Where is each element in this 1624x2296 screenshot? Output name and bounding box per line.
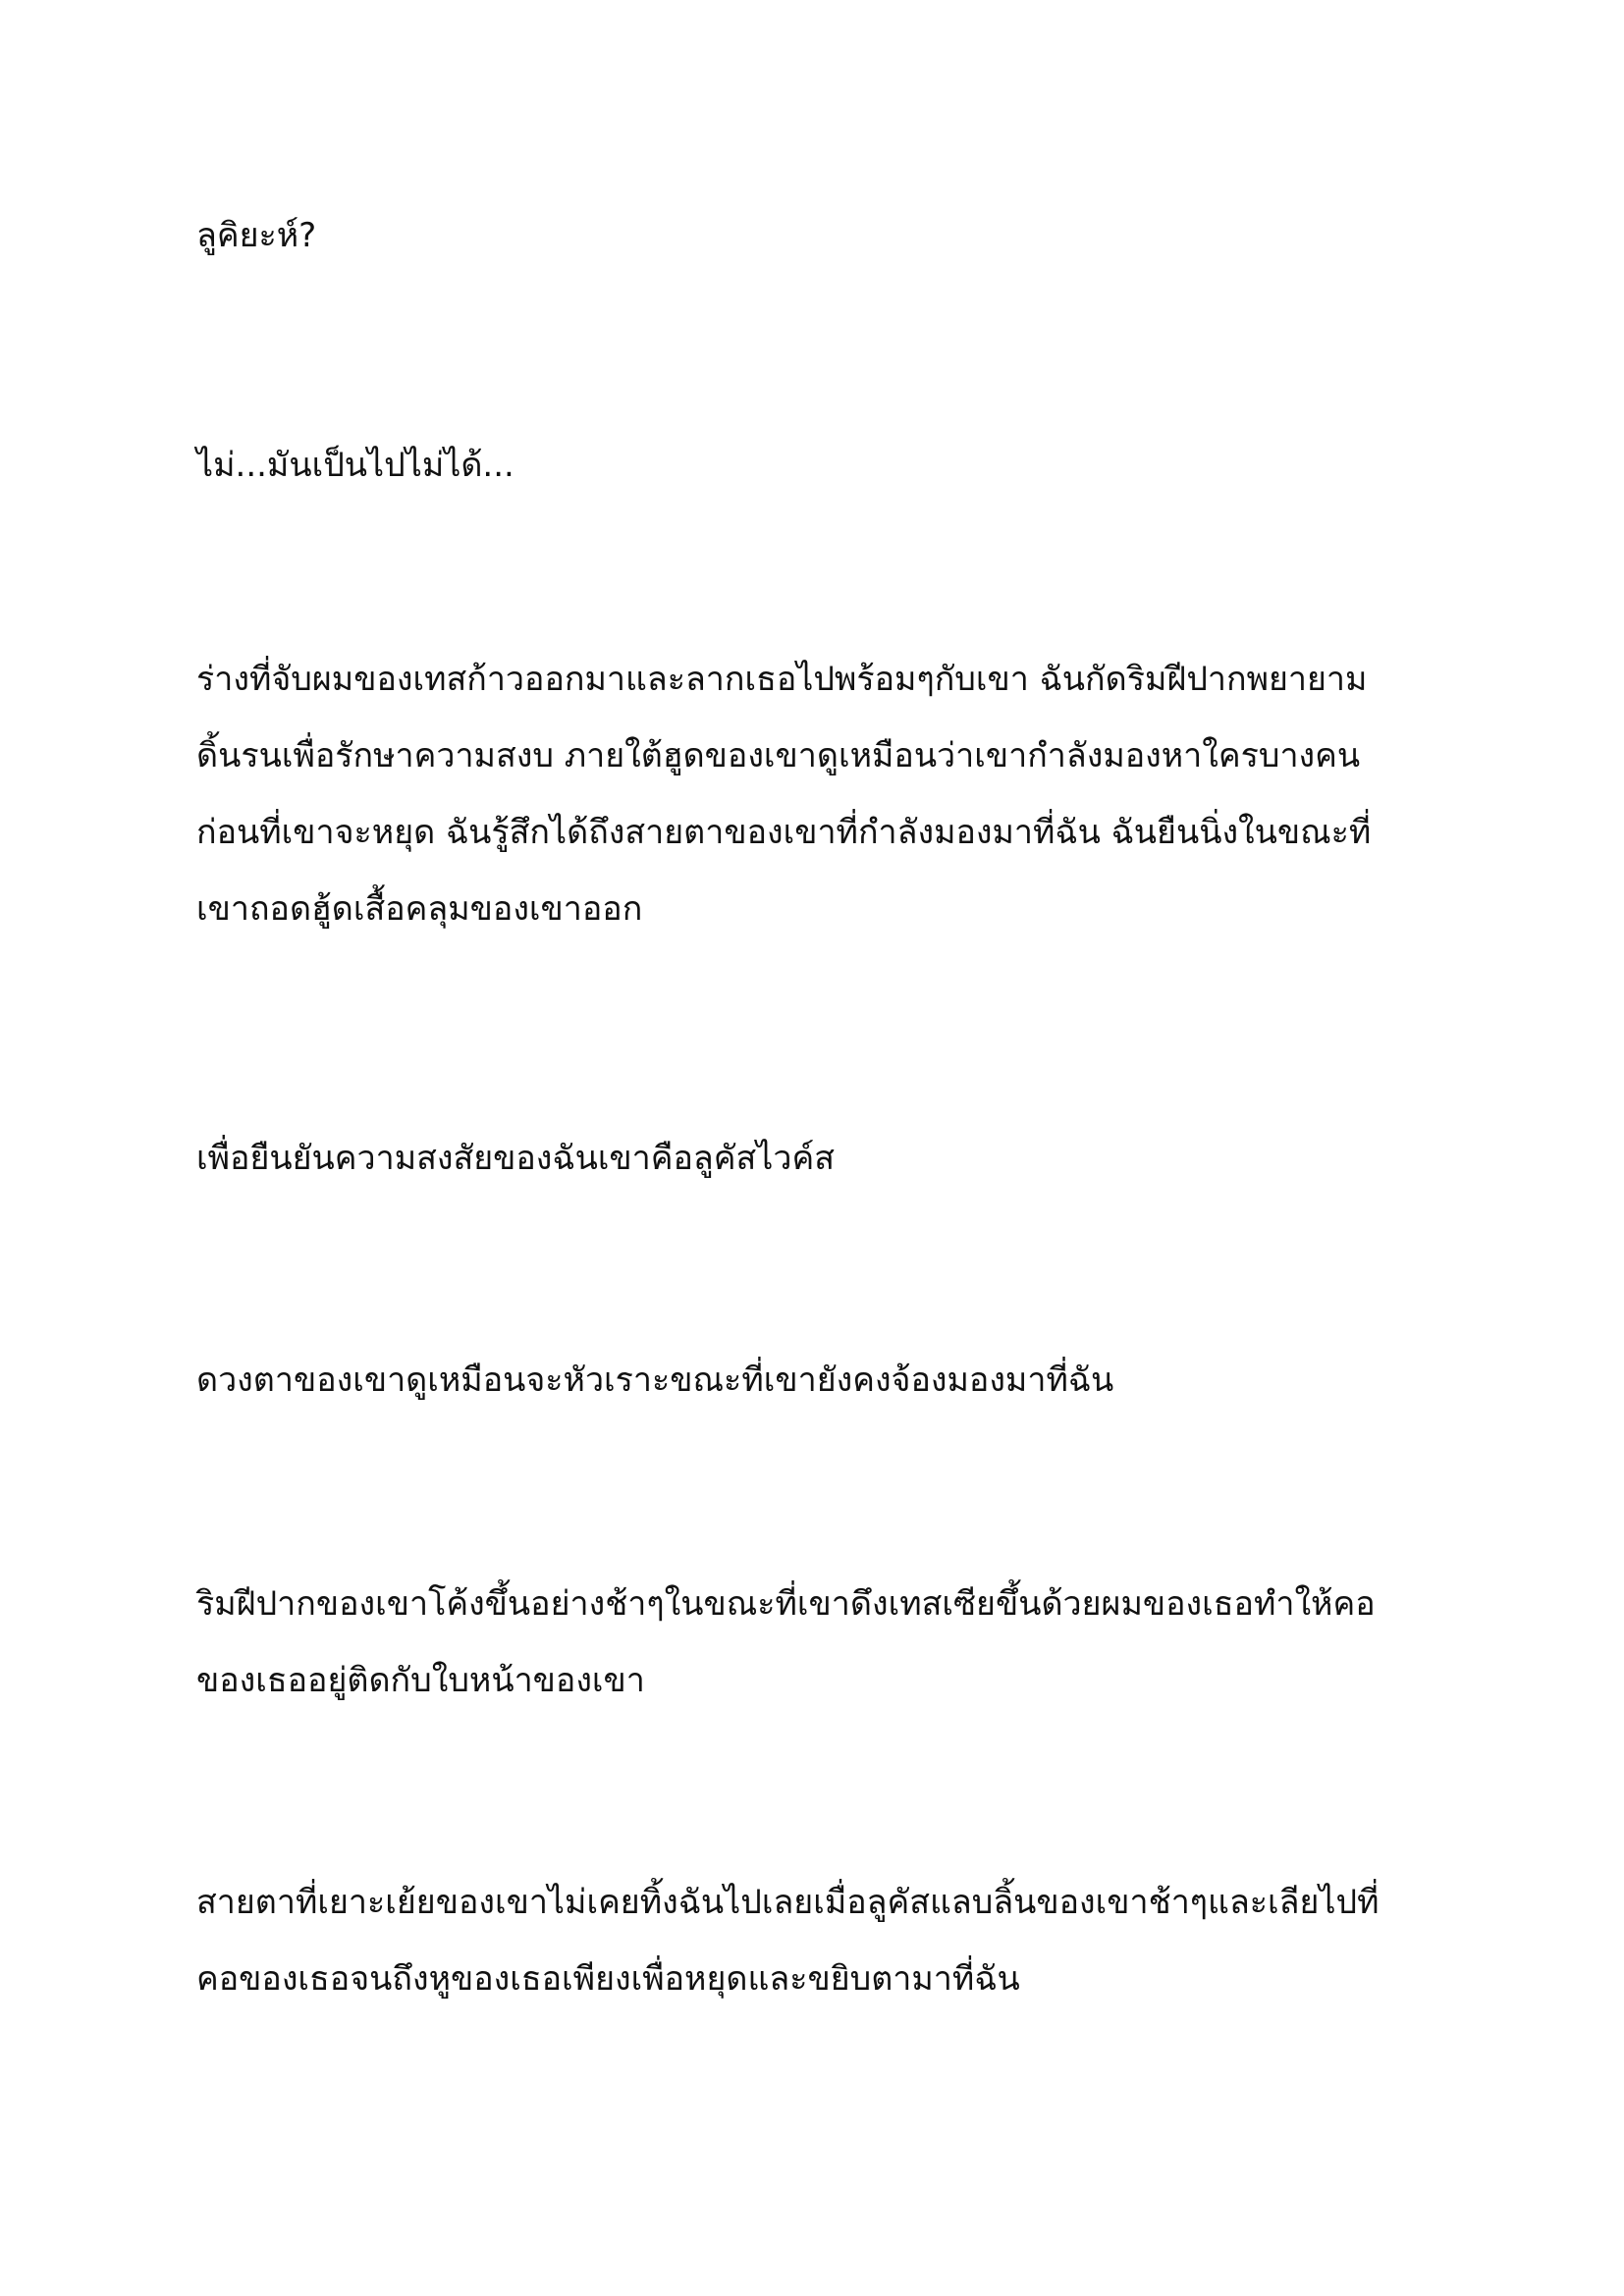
paragraph-3-line-1: ร่างที่จับผมของเทสก้าวออกมาและลากเธอไปพร้อมๆกับเขา ฉันกัดริมฝีปากพยายาม: [196, 660, 1368, 699]
paragraph-5-line-1: ดวงตาของเขาดูเหมือนจะหัวเราะขณะที่เขายังคงจ้องมองมาที่ฉัน: [196, 1361, 1114, 1400]
paragraph-2-line-1: ไม่...มันเป็นไปไม่ได้...: [196, 446, 514, 485]
paragraph-4-line-1: เพื่อยืนยันความสงสัยของฉันเขาคือลูคัสไวค์ส: [196, 1139, 835, 1178]
paragraph-3-line-2: ดิ้นรนเพื่อรักษาความสงบ ภายใต้ฮูดของเขาดูเหมือนว่าเขากำลังมองหาใครบางคน: [196, 736, 1361, 775]
paragraph-3-line-3: ก่อนที่เขาจะหยุด ฉันรู้สึกได้ถึงสายตาของเขาที่กำลังมองมาที่ฉัน ฉันยืนนิ่งในขณะที่: [196, 813, 1372, 852]
paragraph-6-line-1: ริมฝีปากของเขาโค้งขึ้นอย่างช้าๆในขณะที่เขาดึงเทสเซียขึ้นด้วยผมของเธอทำให้คอ: [196, 1584, 1376, 1624]
paragraph-1-line-1: ลูคิยะห์?: [196, 216, 317, 255]
paragraph-7-line-1: สายตาที่เยาะเย้ยของเขาไม่เคยทิ้งฉันไปเลยเมื่อลูคัสแลบลิ้นของเขาช้าๆและเลียไปที่: [196, 1883, 1380, 1922]
paragraph-7-line-2: คอของเธอจนถึงหูของเธอเพียงเพื่อหยุดและขยิบตามาที่ฉัน: [196, 1959, 1020, 1999]
paragraph-3-line-4: เขาถอดฮู้ดเสื้อคลุมของเขาออก: [196, 889, 643, 929]
paragraph-6-line-2: ของเธออยู่ติดกับใบหน้าของเขา: [196, 1661, 645, 1700]
